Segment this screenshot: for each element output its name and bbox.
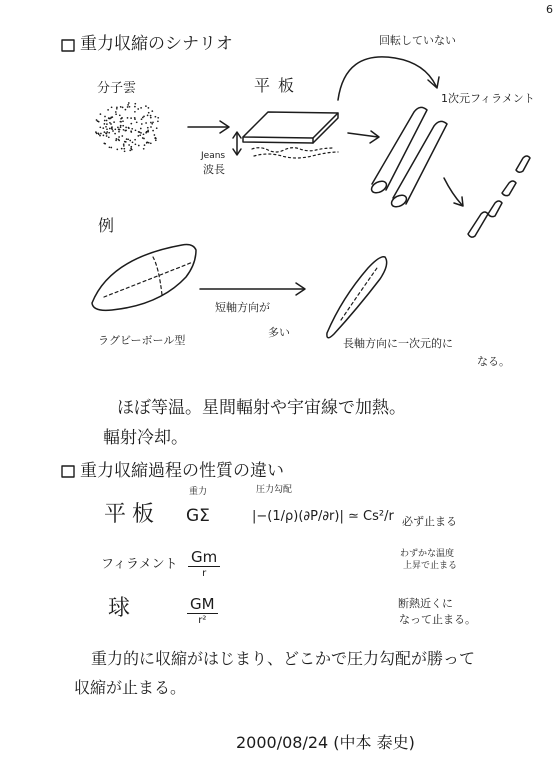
cloud-dot	[113, 121, 115, 123]
cloud-dot	[144, 144, 146, 146]
cloud-dot	[111, 116, 113, 118]
filament-gravity-fraction	[188, 548, 220, 579]
cloud-dot	[127, 106, 129, 108]
cloud-dot	[98, 133, 100, 135]
cloud-dot	[106, 133, 108, 135]
jeans-wavelength-label: 波長	[203, 163, 225, 176]
cloud-dot	[120, 106, 122, 108]
cloud-dot	[99, 135, 101, 137]
cloud-dot	[118, 139, 120, 141]
arrow-cloud-to-plate	[188, 121, 229, 133]
cloud-dot	[122, 107, 124, 109]
conclusion-line-1: 重力的に収縮がはじまり、どこかで圧力勾配が勝って	[91, 649, 476, 668]
rugby-ball-drawing	[92, 245, 196, 311]
cloud-dot	[130, 123, 132, 125]
cloud-dot	[130, 148, 132, 150]
filament-row-name: フィラメント	[101, 557, 178, 572]
filament-note-2: 上昇で止まる	[403, 561, 458, 571]
cloud-dot	[150, 115, 152, 117]
cloud-dot	[150, 126, 152, 128]
cloud-dot	[127, 117, 129, 119]
plate-row-name: 平板	[104, 502, 161, 527]
rotation-label: 回転していない	[379, 34, 456, 47]
cloud-dot	[130, 117, 132, 119]
cloud-dot	[117, 127, 119, 129]
cloud-dot	[142, 117, 144, 119]
cloud-dot	[108, 132, 110, 134]
cloud-dot	[124, 141, 126, 143]
cloud-dot	[146, 142, 148, 144]
cloud-dot	[139, 134, 141, 136]
cloud-dot	[107, 109, 109, 111]
cloud-dot	[150, 117, 152, 119]
cloud-dot	[138, 131, 140, 133]
cloud-dot	[114, 128, 116, 130]
cloud-dot	[147, 115, 149, 117]
cloud-dot	[100, 133, 102, 135]
cloud-dot	[119, 114, 121, 116]
cloud-dot	[137, 108, 139, 110]
long-axis-label-2: なる。	[477, 355, 510, 368]
cloud-dot	[115, 111, 117, 113]
cloud-dot	[122, 120, 124, 122]
cloud-dot	[123, 143, 125, 145]
cloud-dot	[129, 106, 131, 108]
cloud-dot	[137, 135, 139, 137]
cloud-dot	[114, 133, 116, 135]
cloud-dot	[116, 149, 118, 151]
cloud-dot	[155, 139, 157, 141]
cloud-dot	[106, 120, 108, 122]
cloud-dot	[96, 119, 98, 121]
sphere-note-2: なって止まる。	[399, 613, 476, 626]
cloud-dot	[156, 127, 158, 129]
cloud-dot	[120, 126, 122, 128]
cloud-dot	[143, 148, 145, 150]
plate-gravity: GΣ	[186, 506, 210, 526]
cloud-dot	[112, 130, 114, 132]
cloud-dot	[143, 133, 145, 135]
cloud-dot	[148, 112, 150, 114]
cloud-dot	[124, 130, 126, 132]
cloud-dot	[134, 139, 136, 141]
cloud-dot	[125, 109, 127, 111]
plate-pressure: |−(1/ρ)(∂P/∂r)| ≃ Cs²/r	[252, 509, 394, 524]
cloud-dot	[134, 106, 136, 108]
cloud-dot	[141, 118, 143, 120]
cloud-dot	[151, 110, 153, 112]
cloud-dot	[130, 130, 132, 132]
filament-1d-label: 1次元フィラメント	[441, 92, 535, 105]
cloud-dot	[106, 123, 108, 125]
rugby-ball-label: ラグビーボール型	[98, 334, 186, 347]
fragmented-filament-drawing	[468, 156, 530, 237]
flat-plate-drawing	[243, 112, 338, 158]
cooling-note: 輻射冷却。	[103, 428, 188, 448]
temperature-note: ほぼ等温。星間輻射や宇宙線で加熱。	[117, 398, 406, 418]
cloud-dot	[152, 121, 154, 123]
heading-box-icon	[62, 466, 74, 477]
cloud-dot	[116, 108, 118, 110]
cloud-dot	[106, 131, 108, 133]
cloud-dot	[124, 150, 126, 152]
cloud-dot	[151, 123, 153, 125]
cloud-dot	[118, 129, 120, 131]
cloud-dot	[121, 148, 123, 150]
process-heading: 重力収縮過程の性質の違い	[80, 461, 284, 481]
cloud-dot	[99, 126, 101, 128]
scenario-heading: 重力収縮のシナリオ	[80, 34, 233, 54]
cloud-dot	[129, 140, 131, 142]
cloud-dot	[132, 141, 134, 143]
arrow-to-fragments	[444, 178, 463, 206]
short-axis-label-2: 多い	[268, 326, 290, 339]
cloud-dot	[123, 145, 125, 147]
cloud-dot	[122, 125, 124, 127]
filament-gravity-numerator: Gm	[188, 548, 220, 567]
cloud-dot	[118, 131, 120, 133]
jeans-label: Jeans	[201, 151, 226, 161]
cloud-dot	[118, 136, 120, 138]
sphere-gravity-numerator: GM	[187, 595, 218, 614]
cloud-dot	[134, 117, 136, 119]
cloud-dot	[134, 103, 136, 105]
cloud-dot	[104, 116, 106, 118]
sphere-gravity-fraction	[187, 595, 218, 626]
cloud-dot	[140, 132, 142, 134]
curved-rotation-arrow	[338, 57, 439, 100]
cloud-dot	[111, 106, 113, 108]
cloud-dot	[111, 127, 113, 129]
sphere-row-name: 球	[108, 596, 131, 621]
cloud-dot	[138, 145, 140, 147]
cloud-dot	[108, 136, 110, 138]
cloud-dot	[142, 137, 144, 139]
cloud-dot	[106, 128, 108, 130]
cloud-dot	[128, 127, 130, 129]
cloud-dot	[120, 121, 122, 123]
filament-gravity-denominator: r	[202, 568, 207, 579]
cloud-dot	[110, 123, 112, 125]
cloud-dot	[120, 125, 122, 127]
cloud-dot	[135, 143, 137, 145]
cloud-dot	[125, 127, 127, 129]
arrow-rugby-to-elongated	[200, 283, 305, 295]
cloud-dot	[128, 144, 130, 146]
cloud-dot	[108, 117, 110, 119]
cloud-dot	[128, 102, 130, 104]
cloud-dot	[130, 146, 132, 148]
cloud-dot	[136, 121, 138, 123]
cloud-dot	[145, 105, 147, 107]
filament-cylinders-drawing	[370, 107, 447, 209]
cloud-dot	[123, 148, 125, 150]
cloud-dot	[116, 106, 118, 108]
cloud-dot	[135, 129, 137, 131]
cloud-dot	[134, 111, 136, 113]
cloud-dot	[157, 120, 159, 122]
cloud-dot	[140, 107, 142, 109]
elongated-spindle-drawing	[327, 257, 387, 338]
cloud-dot	[150, 122, 152, 124]
cloud-dot	[100, 113, 102, 115]
heading-box-icon	[62, 40, 74, 51]
cloud-dot	[150, 142, 152, 144]
cloud-dot	[145, 122, 147, 124]
cloud-dot	[123, 129, 125, 131]
sphere-note: 断熱近くに	[398, 597, 453, 610]
cloud-dot	[157, 117, 159, 119]
cloud-dot	[104, 143, 106, 145]
cloud-dot	[103, 135, 105, 137]
pressure-column-label: 圧力勾配	[256, 485, 293, 495]
cloud-dot	[147, 130, 149, 132]
cloud-dot	[154, 134, 156, 136]
cloud-dot	[129, 150, 131, 152]
cloud-dot	[106, 135, 108, 137]
cloud-dot	[116, 138, 118, 140]
cloud-dot	[141, 123, 143, 125]
cloud-dot	[155, 137, 157, 139]
cloud-dot	[110, 147, 112, 149]
date-signature: 2000/08/24 (中本 泰史)	[236, 733, 415, 752]
cloud-dot	[104, 131, 106, 133]
cloud-dot	[105, 126, 107, 128]
cloud-dot	[126, 138, 128, 140]
cloud-dot	[146, 131, 148, 133]
cloud-dot	[127, 104, 129, 106]
cloud-dot	[155, 116, 157, 118]
long-axis-label: 長軸方向に一次元的に	[343, 337, 453, 350]
cloud-dot	[147, 127, 149, 129]
cloud-dot	[104, 120, 106, 122]
cloud-dot	[131, 128, 133, 130]
gravity-column-label: 重力	[189, 487, 208, 497]
filament-note: わずかな温度	[400, 549, 455, 559]
cloud-dot	[148, 107, 150, 109]
short-axis-label: 短軸方向が	[215, 301, 270, 314]
example-label: 例	[98, 216, 115, 235]
sphere-gravity-denominator: r²	[198, 615, 207, 626]
page-number: 6	[546, 3, 553, 16]
cloud-dot	[121, 135, 123, 137]
arrow-plate-to-filament	[348, 131, 379, 143]
cloud-dot	[140, 128, 142, 130]
cloud-dot	[104, 123, 106, 125]
jeans-length-arrow	[233, 132, 241, 155]
plate-note: 必ず止まる	[402, 515, 457, 528]
cloud-dot	[115, 140, 117, 142]
cloud-dot	[127, 138, 129, 140]
cloud-dot	[115, 113, 117, 115]
molecular-cloud-drawing	[95, 102, 159, 152]
cloud-dot	[109, 128, 111, 130]
cloud-dot	[152, 130, 154, 132]
cloud-dot	[95, 131, 97, 133]
flat-plate-label: 平板	[254, 76, 303, 95]
cloud-dot	[102, 127, 104, 129]
cloud-dot	[109, 146, 111, 148]
molecular-cloud-label: 分子雲	[97, 81, 137, 96]
cloud-dot	[121, 117, 123, 119]
conclusion-line-2: 収縮が止まる。	[74, 678, 187, 697]
